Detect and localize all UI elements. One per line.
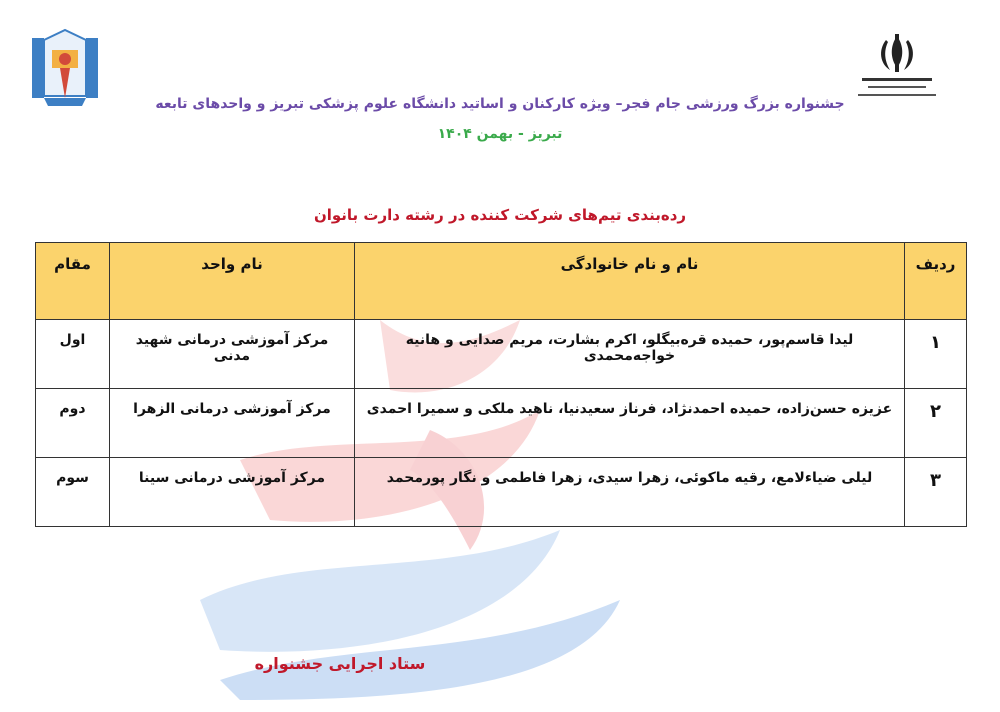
row-number-cell: ۲ [905, 389, 967, 458]
festival-committee-signature: ستاد اجرایی جشنواره [254, 654, 426, 673]
ranking-table [35, 242, 967, 527]
row-number-cell: ۱ [905, 320, 967, 389]
names-cell: لیدا قاسم‌پور، حمیده قره‌بیگلو، اکرم بشارت، مریم صدایی و هانیه خواجه‌محمدی [355, 320, 905, 389]
rank-cell: اول [36, 320, 110, 389]
table-caption: رده‌بندی تیم‌های شرکت کننده در رشته دارت بانوان [313, 206, 687, 224]
table-row [36, 458, 967, 527]
header-unit: نام واحد [110, 243, 355, 320]
table-row [36, 389, 967, 458]
names-cell: لیلی ضیاءلامع، رقیه ماکوئی، زهرا سیدی، زهرا فاطمی و نگار پورمحمد [355, 458, 905, 527]
unit-cell: مرکز آموزشی درمانی الزهرا [110, 389, 355, 458]
header-row-number: ردیف [905, 243, 967, 320]
unit-cell: مرکز آموزشی درمانی شهید مدنی [110, 320, 355, 389]
page-date-location: تبریز - بهمن ۱۴۰۴ [437, 126, 563, 142]
rank-cell: سوم [36, 458, 110, 527]
row-number-cell: ۳ [905, 458, 967, 527]
page-title: جشنواره بزرگ ورزشی جام فجر– ویژه کارکنان و اساتید دانشگاه علوم پزشکی تبریز و واحدهای تابعه [155, 96, 845, 112]
table-row [36, 320, 967, 389]
header-rank: مقام [36, 243, 110, 320]
ranking-table-container [35, 242, 966, 527]
ministry-emblem-icon [852, 32, 942, 102]
names-cell: عزیزه حسن‌زاده، حمیده احمدنژاد، فرناز سعیدنیا، ناهید ملکی و سمیرا احمدی [355, 389, 905, 458]
rank-cell: دوم [36, 389, 110, 458]
table-header-row [36, 243, 967, 320]
header-names: نام و نام خانوادگی [355, 243, 905, 320]
unit-cell: مرکز آموزشی درمانی سینا [110, 458, 355, 527]
